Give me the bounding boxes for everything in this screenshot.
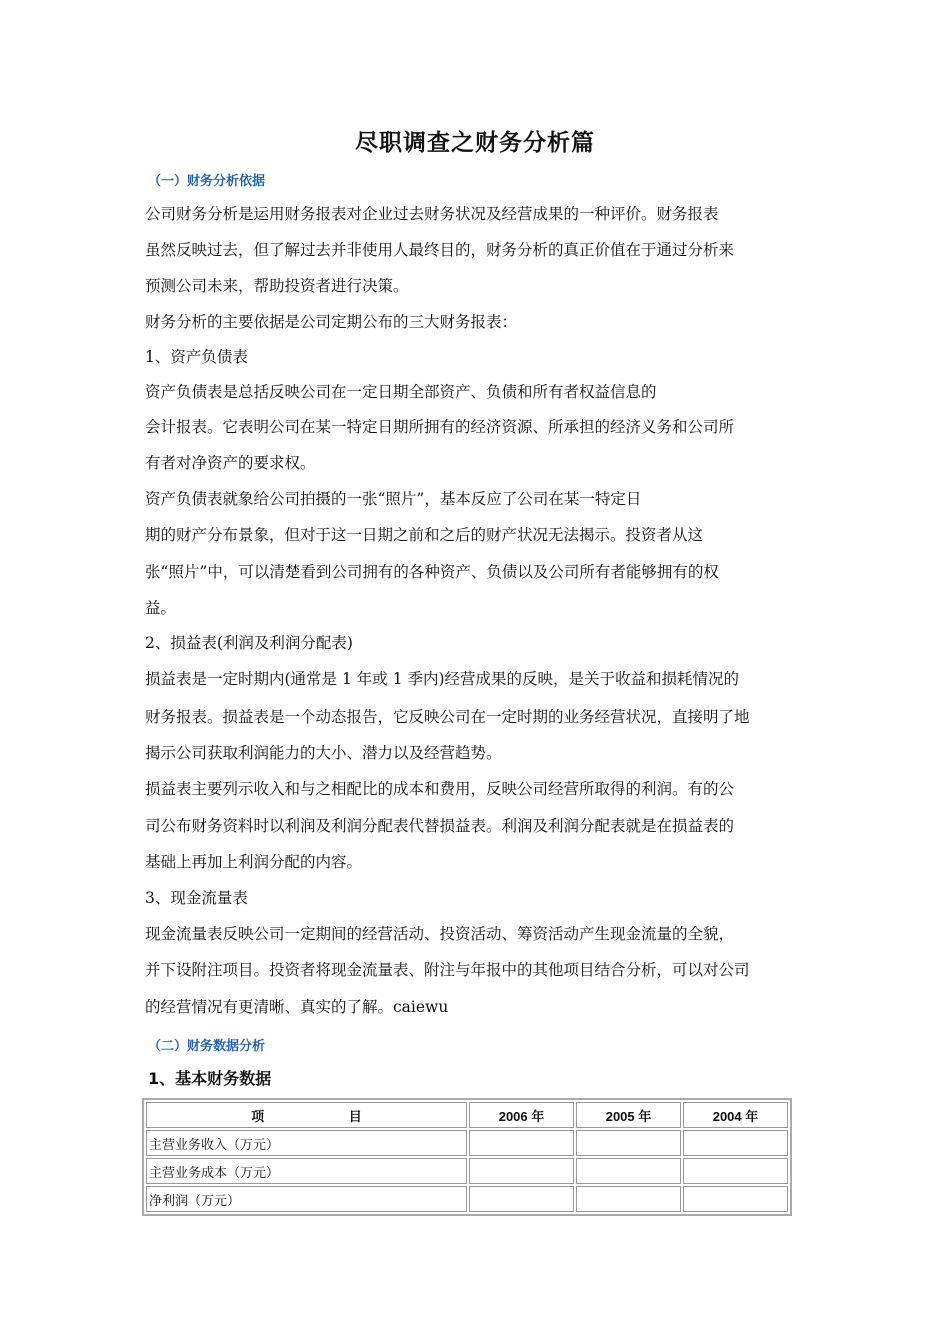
table-cell (683, 1130, 788, 1156)
paragraph-line: 财务报表。损益表是一个动态报告，它反映公司在一定时期的业务经营状况，直接明了地 (145, 708, 750, 726)
header-item-left: 项 (251, 1108, 265, 1124)
paragraph-line: 资产负债表就象给公司拍摄的一张“照片”，基本反应了公司在某一特定日 (145, 490, 642, 508)
table-cell (683, 1158, 788, 1184)
header-item-right: 目 (348, 1108, 362, 1124)
section-heading-data: （二）财务数据分析 (148, 1039, 266, 1054)
header-year: 2004 年 (683, 1102, 788, 1128)
table-cell (683, 1186, 788, 1212)
paragraph-line: 预测公司未来，帮助投资者进行决策。 (145, 277, 409, 295)
paragraph-line: 损益表是一定时期内(通常是 1 年或 1 季内)经营成果的反映，是关于收益和损耗情况的 (145, 670, 740, 688)
table-cell (576, 1158, 681, 1184)
paragraph-line: 2、损益表(利润及利润分配表) (145, 634, 353, 652)
row-label: 主营业务收入（万元） (146, 1130, 467, 1156)
paragraph-line: 司公布财务资料时以利润及利润分配表代替损益表。利润及利润分配表就是在损益表的 (145, 817, 735, 835)
paragraph-line: 期的财产分布景象，但对于这一日期之前和之后的财产状况无法揭示。投资者从这 (145, 526, 704, 544)
section-heading-basis: （一）财务分析依据 (148, 174, 266, 189)
paragraph-line: 揭示公司获取利润能力的大小、潜力以及经营趋势。 (145, 744, 502, 762)
header-item (146, 1102, 467, 1128)
table-header-row (146, 1102, 788, 1128)
paragraph-line: 基础上再加上利润分配的内容。 (145, 853, 363, 871)
paragraph-line: 财务分析的主要依据是公司定期公布的三大财务报表： (145, 313, 518, 331)
paragraph-line: 张“照片”中，可以清楚看到公司拥有的各种资产、负债以及公司所有者能够拥有的权 (145, 563, 719, 581)
table-cell (576, 1130, 681, 1156)
paragraph-line: 3、现金流量表 (145, 889, 248, 907)
paragraph-line: 益。 (145, 599, 177, 617)
table-cell (469, 1186, 574, 1212)
row-label: 主营业务成本（万元） (146, 1158, 467, 1184)
paragraph-line: 1、资产负债表 (145, 348, 248, 366)
paragraph-line: 会计报表。它表明公司在某一特定日期所拥有的经济资源、所承担的经济义务和公司所 (145, 418, 735, 436)
header-year: 2005 年 (576, 1102, 681, 1128)
table-cell (469, 1130, 574, 1156)
paragraph-line: 公司财务分析是运用财务报表对企业过去财务状况及经营成果的一种评价。财务报表 (145, 205, 719, 223)
paragraph-line: 资产负债表是总括反映公司在一定日期全部资产、负债和所有者权益信息的 (145, 383, 657, 401)
paragraph-line: 并下设附注项目。投资者将现金流量表、附注与年报中的其他项目结合分析，可以对公司 (145, 961, 750, 979)
paragraph-line: 有者对净资产的要求权。 (145, 454, 316, 472)
table-row (146, 1158, 788, 1184)
header-year: 2006 年 (469, 1102, 574, 1128)
paragraph-line: 现金流量表反映公司一定期间的经营活动、投资活动、筹资活动产生现金流量的全貌， (145, 925, 735, 943)
financial-data-table (142, 1098, 792, 1216)
row-label: 净利润（万元） (146, 1186, 467, 1212)
subheading-basic-data: 1、基本财务数据 (148, 1069, 272, 1088)
table-row (146, 1130, 788, 1156)
paragraph-line: 的经营情况有更清晰、真实的了解。caiewu (145, 998, 449, 1016)
table-cell (576, 1186, 681, 1212)
paragraph-line: 损益表主要列示收入和与之相配比的成本和费用，反映公司经营所取得的利润。有的公 (145, 780, 735, 798)
table-cell (469, 1158, 574, 1184)
page-title: 尽职调查之财务分析篇 (355, 129, 595, 156)
table-row (146, 1186, 788, 1212)
paragraph-line: 虽然反映过去，但了解过去并非使用人最终目的，财务分析的真正价值在于通过分析来 (145, 241, 735, 259)
